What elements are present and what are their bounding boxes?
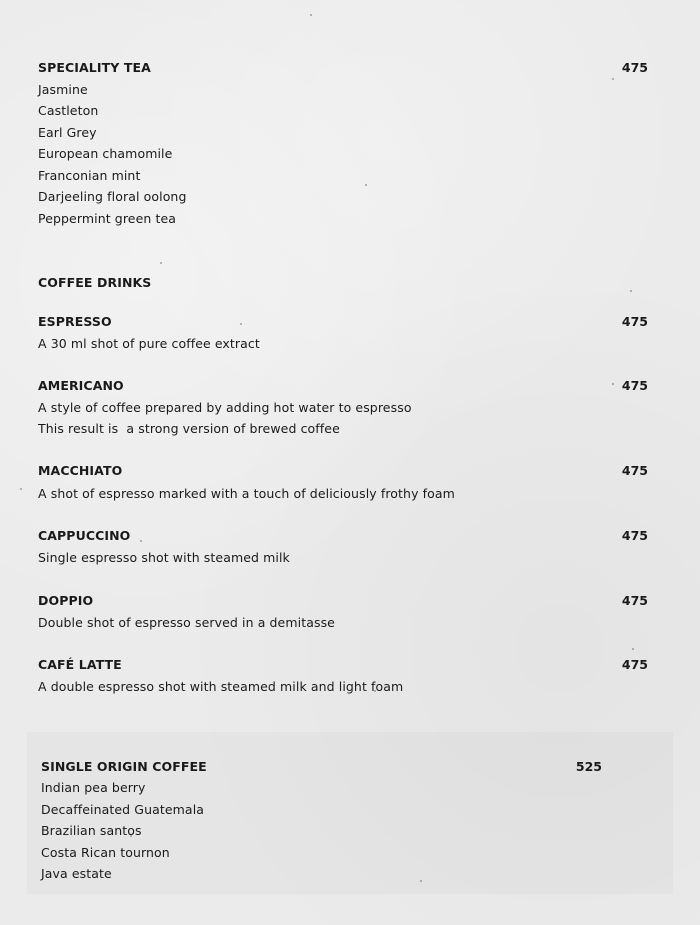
- tea-item: Peppermint green tea: [38, 211, 177, 226]
- cafe-latte-price: 475: [621, 657, 648, 672]
- single-origin-item: Java estate: [41, 866, 112, 881]
- espresso-price: 475: [621, 314, 648, 329]
- cafe-latte-name: CAFÉ LATTE: [38, 657, 122, 672]
- speciality-tea-heading: SPECIALITY TEA: [38, 60, 151, 75]
- espresso-name: ESPRESSO: [38, 314, 112, 329]
- cappuccino-name: CAPPUCCINO: [38, 528, 131, 543]
- single-origin-heading: SINGLE ORIGIN COFFEE: [41, 759, 207, 774]
- cappuccino-price: 475: [621, 528, 648, 543]
- macchiato-description: A shot of espresso marked with a touch of deliciously frothy foam: [38, 486, 455, 501]
- single-origin-item: Decaffeinated Guatemala: [41, 802, 205, 817]
- tea-item: European chamomile: [38, 146, 173, 161]
- tea-item: Earl Grey: [38, 125, 97, 140]
- paper-speck: [140, 540, 142, 542]
- macchiato-price: 475: [621, 463, 648, 478]
- speciality-tea-price: 475: [621, 60, 648, 75]
- paper-speck: [240, 323, 242, 325]
- tea-item: Castleton: [38, 103, 99, 118]
- coffee-drinks-heading: COFFEE DRINKS: [38, 275, 152, 290]
- single-origin-item: Indian pea berry: [41, 780, 146, 795]
- americano-price: 475: [621, 378, 648, 393]
- doppio-name: DOPPIO: [38, 593, 94, 608]
- macchiato-name: MACCHIATO: [38, 463, 123, 478]
- paper-speck: [632, 648, 634, 650]
- tea-item: Jasmine: [38, 82, 88, 97]
- paper-speck: [160, 262, 162, 264]
- paper-speck: [612, 78, 614, 80]
- espresso-description: A 30 ml shot of pure coffee extract: [38, 336, 260, 351]
- americano-description: This result is a strong version of brewed coffee: [38, 421, 340, 436]
- single-origin-item: Costa Rican tournon: [41, 845, 170, 860]
- paper-speck: [310, 14, 312, 16]
- cafe-latte-description: A double espresso shot with steamed milk and light foam: [38, 679, 404, 694]
- doppio-price: 475: [621, 593, 648, 608]
- cappuccino-description: Single espresso shot with steamed milk: [38, 550, 290, 565]
- paper-speck: [630, 290, 632, 292]
- americano-name: AMERICANO: [38, 378, 124, 393]
- tea-item: Darjeeling floral oolong: [38, 189, 187, 204]
- tea-item: Franconian mint: [38, 168, 141, 183]
- single-origin-price: 525: [575, 759, 602, 774]
- single-origin-item: Brazilian santos: [41, 823, 142, 838]
- paper-speck: [365, 184, 367, 186]
- americano-description: A style of coffee prepared by adding hot water to espresso: [38, 400, 412, 415]
- doppio-description: Double shot of espresso served in a demitasse: [38, 615, 335, 630]
- paper-speck: [20, 488, 22, 490]
